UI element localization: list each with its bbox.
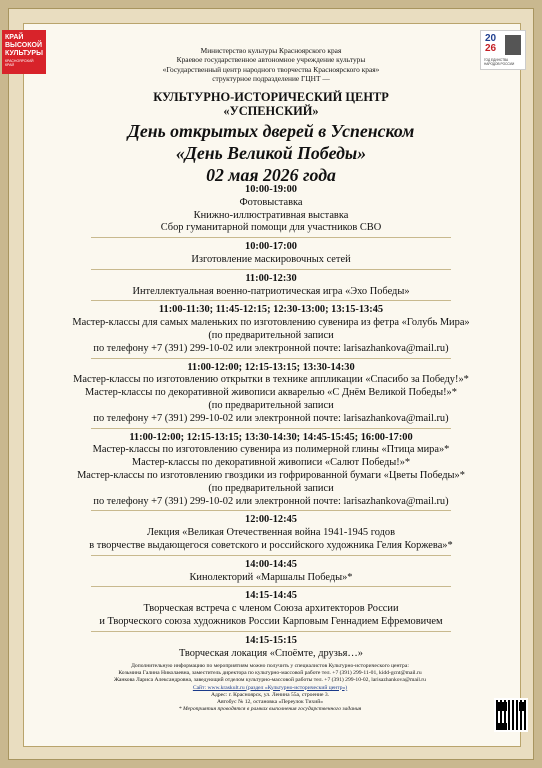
schedule-time: 10:00-17:00: [245, 241, 297, 253]
schedule-line: Мастер-классы по изготовлению гвоздики из гофрированной бумаги «Цветы Победы»*: [77, 469, 465, 481]
schedule-time: 10:00-19:00: [245, 184, 297, 195]
schedule-block: [30, 635, 512, 661]
brand-logo: [2, 30, 46, 74]
schedule: [30, 184, 512, 660]
schedule-block: [30, 273, 512, 299]
event-date: 02 мая 2026 года: [206, 165, 336, 185]
schedule-time: 11:00-12:00; 12:15-13:15; 13:30-14:30; 14:45-15:45; 16:00-17:00: [129, 431, 413, 443]
schedule-block: [30, 362, 512, 426]
schedule-line: Мастер-классы по декоративной живописи «Салют Победы!»*: [131, 457, 411, 469]
footer-bus: Автобус № 12, остановка «Переулок Тихий»: [216, 699, 324, 706]
schedule-line: Книжно-иллюстративная выставка: [193, 209, 349, 221]
schedule-line: Творческая локация «Споёмте, друзья…»: [179, 647, 363, 659]
schedule-time: 12:00-12:45: [245, 514, 297, 526]
schedule-line: Сбор гуманитарной помощи для участников СВО: [160, 222, 382, 234]
ministry-header: [120, 46, 422, 84]
year-badge: [480, 30, 526, 70]
schedule-time: 14:15-14:45: [245, 590, 297, 602]
qr-code[interactable]: [494, 698, 528, 732]
badge-year-bottom: 26: [485, 43, 497, 54]
brand-sub: КРАСНОЯРСКИЙ КРАЙ: [5, 59, 34, 67]
ministry-line: структурное подразделение ГЦНТ —: [212, 74, 330, 84]
schedule-line: Творческая встреча с членом Союза архитекторов России: [143, 603, 399, 615]
monument-icon: [505, 35, 521, 55]
footer-info: [60, 663, 480, 713]
center-name: [60, 90, 482, 118]
schedule-block: [30, 184, 512, 235]
schedule-line: Мастер-классы по декоративной живописи акварелью «С Днём Великой Победы!»*: [85, 387, 457, 399]
schedule-time: 11:00-12:00; 12:15-13:15; 13:30-14:30: [187, 361, 355, 373]
schedule-line: по телефону +7 (391) 299-10-02 или электронной почте: larisazhankova@mail.ru): [93, 342, 449, 354]
schedule-divider: [91, 300, 451, 301]
schedule-block: [30, 514, 512, 552]
footer-address: Адрес: г. Красноярск, ул. Ленина 55а, строение 3.: [210, 691, 330, 698]
footer-contact: Жанкова Лариса Александровна, заведующий отделом культурно-массовой работы тел. +7 (391) 299-10-02, larisazhankova@mail.ru: [114, 677, 426, 684]
center-name-line: «УСПЕНСКИЙ»: [223, 104, 319, 118]
schedule-block: [30, 304, 512, 355]
schedule-line: по телефону +7 (391) 299-10-02 или электронной почте: larisazhankova@mail.ru): [93, 495, 449, 507]
schedule-line: по телефону +7 (391) 299-10-02 или электронной почте: larisazhankova@mail.ru): [93, 412, 449, 424]
schedule-block: [30, 559, 512, 585]
schedule-line: Кинолекторий «Маршалы Победы»*: [189, 571, 353, 583]
brand-line-3: КУЛЬТУРЫ: [5, 50, 43, 57]
schedule-line: Фотовыставка: [239, 196, 303, 208]
brand-line-2: ВЫСОКОЙ: [5, 42, 42, 49]
event-title: [40, 120, 502, 186]
brand-line-1: КРАЙ: [5, 34, 24, 41]
schedule-divider: [91, 510, 451, 511]
schedule-divider: [91, 631, 451, 632]
schedule-divider: [91, 269, 451, 270]
schedule-line: Мастер-классы по изготовлению сувенира из полимерной глины «Птица мира»*: [92, 444, 450, 456]
footer-note: * Мероприятия проводятся в рамках выполнения государственного задания: [178, 706, 362, 713]
schedule-divider: [91, 555, 451, 556]
schedule-divider: [91, 237, 451, 238]
schedule-line: Интеллектуальная военно-патриотическая игра «Эхо Победы»: [132, 285, 410, 297]
schedule-time: 11:00-12:30: [245, 272, 297, 284]
schedule-time: 14:15-15:15: [245, 634, 297, 646]
ministry-line: Министерство культуры Красноярского края: [200, 46, 342, 55]
schedule-line: Изготовление маскировочных сетей: [191, 253, 351, 265]
schedule-line: (по предварительной записи: [208, 399, 334, 411]
ministry-line: «Государственный центр народного творчества Красноярского края»: [162, 64, 380, 74]
badge-caption: ГОД ЕДИНСТВА НАРОДОВ РОССИИ: [484, 58, 515, 66]
schedule-line: в творчестве выдающегося советского и российского художника Гелия Коржева»*: [89, 539, 453, 551]
event-subtitle: «День Великой Победы»: [175, 143, 367, 163]
center-name-line: КУЛЬТУРНО-ИСТОРИЧЕСКИЙ ЦЕНТР: [153, 90, 389, 104]
footer-contact: Козьмина Галина Николаевна, заместитель директора по культурно-массовой работе тел. +7 (391) 299-11-01, kidd-gcnt@mail.ru: [118, 670, 422, 677]
schedule-line: Мастер-классы для самых маленьких по изготовлению сувенира из фетра «Голубь Мира»: [72, 317, 470, 329]
schedule-time: 14:00-14:45: [245, 558, 297, 570]
footer-intro: Дополнительную информацию по мероприятиям можно получить у специалистов Культурно-исторического центра:: [131, 663, 409, 669]
ministry-line: Краевое государственное автономное учреждение культуры: [176, 55, 366, 65]
schedule-line: Мастер-классы по изготовлению открытки в технике аппликации «Спасибо за Победу!»*: [73, 374, 469, 386]
badge-year-top: 20: [485, 33, 497, 44]
schedule-divider: [91, 586, 451, 587]
schedule-block: [30, 241, 512, 267]
schedule-divider: [91, 428, 451, 429]
schedule-line: (по предварительной записи: [208, 482, 334, 494]
schedule-block: [30, 590, 512, 628]
schedule-line: (по предварительной записи: [208, 329, 334, 341]
schedule-line: Лекция «Великая Отечественная война 1941-1945 годов: [147, 527, 395, 539]
website-link[interactable]: Сайт: www.kraskult.ru (раздел «Культурно-исторический центр»): [192, 684, 348, 691]
event-title-line: День открытых дверей в Успенском: [127, 121, 415, 141]
schedule-line: и Творческого союза художников России Карповым Геннадием Ефремовичем: [99, 615, 443, 627]
schedule-time: 11:00-11:30; 11:45-12:15; 12:30-13:00; 13:15-13:45: [158, 304, 384, 316]
schedule-block: [30, 432, 512, 509]
schedule-divider: [91, 358, 451, 359]
